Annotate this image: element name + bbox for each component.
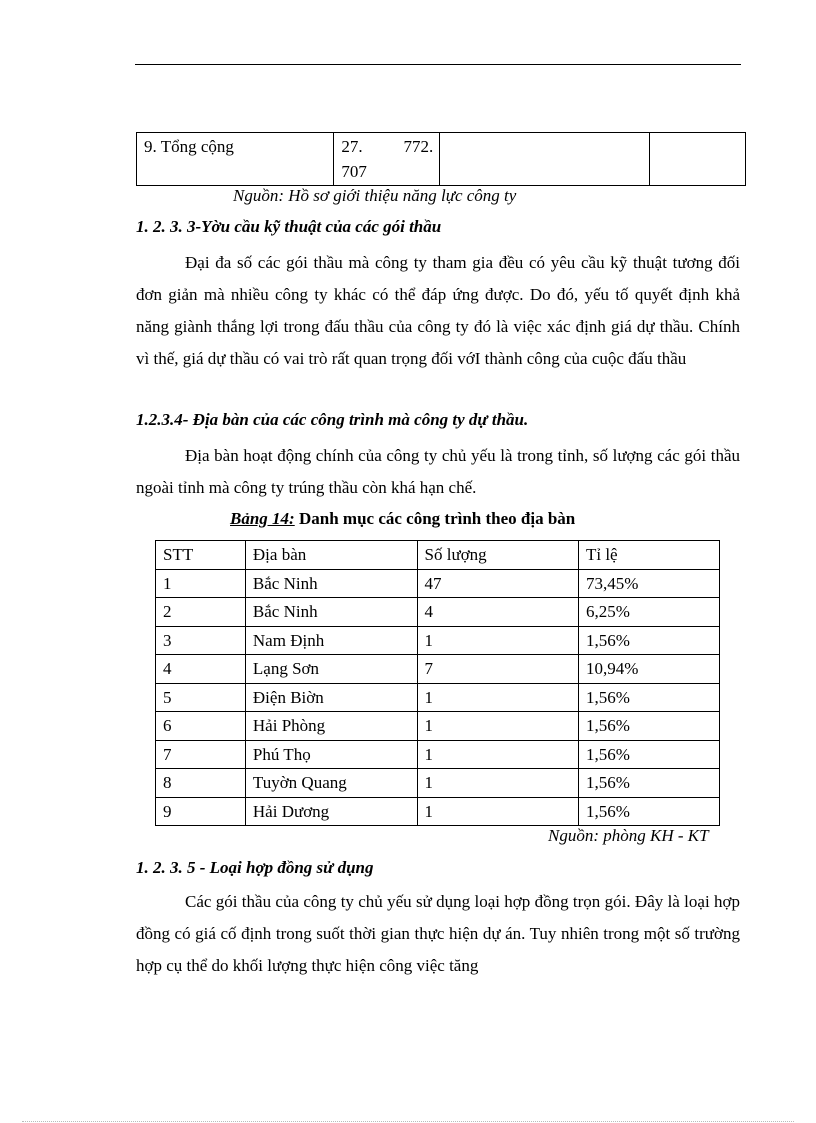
source-note: Nguồn: Hồ sơ giới thiệu năng lực công ty	[233, 186, 517, 205]
table-row	[156, 598, 720, 627]
table-cell: Hải Phòng	[245, 712, 417, 741]
total-table	[136, 132, 746, 186]
table-cell: 5	[156, 683, 246, 712]
table-cell: 3	[156, 626, 246, 655]
table-row	[156, 797, 720, 826]
table-caption-text: Danh mục các công trình theo địa bàn	[294, 509, 576, 528]
table-cell: 2	[156, 598, 246, 627]
table-cell: 1	[417, 626, 578, 655]
table-cell: 1,56%	[578, 769, 719, 798]
table-cell: Hải Dương	[245, 797, 417, 826]
paragraph-text: Đại đa số các gói thầu mà công ty tham gia đều có yêu cầu kỹ thuật tương đối đơn giản mà nhiều công ty khác có thể đáp ứng được. Do đó, yếu tố quyết định khả năng giành thắng lợi trong đấu thầu của công ty đó là việc xác định giá dự thầu. Chính vì thế, giá dự thầu có vai trò rất quan trọng đối vớI thành công của cuộc đấu thầu	[136, 253, 740, 368]
total-value-part1: 27.	[341, 137, 363, 156]
table-cell: 7	[156, 740, 246, 769]
table-row	[156, 683, 720, 712]
section-heading: 1.2.3.4- Địa bàn của các công trình mà công ty dự thầu.	[136, 410, 529, 429]
table-cell: 6,25%	[578, 598, 719, 627]
section-heading: 1. 2. 3. 3-Yờu cầu kỹ thuật của các gói thầu	[136, 217, 442, 236]
table-row	[156, 740, 720, 769]
table-cell: 47	[417, 569, 578, 598]
table-cell: Phú Thọ	[245, 740, 417, 769]
paragraph-text: Các gói thầu của công ty chủ yếu sử dụng loại hợp đồng trọn gói. Đây là loại hợp đồng có giá cố định trong suốt thời gian thực hiện dự án. Tuy nhiên trong một số trường hợp cụ thể do khối lượng thực hiện công việc tăng	[136, 892, 740, 975]
table-cell: 1,56%	[578, 740, 719, 769]
section-paragraph	[136, 440, 740, 504]
table-cell: 1	[417, 683, 578, 712]
total-value-part2: 772.	[403, 137, 434, 156]
section-paragraph	[136, 247, 740, 375]
table-cell: 1,56%	[578, 683, 719, 712]
table-cell: 1	[417, 740, 578, 769]
table-cell: 73,45%	[578, 569, 719, 598]
table-cell: 1,56%	[578, 626, 719, 655]
table-cell: 1	[417, 769, 578, 798]
table-row	[156, 569, 720, 598]
table-row	[156, 655, 720, 684]
table-cell: 1,56%	[578, 712, 719, 741]
table-cell: 1	[417, 712, 578, 741]
table-cell: Lạng Sơn	[245, 655, 417, 684]
table-cell: 4	[417, 598, 578, 627]
header-cell: STT	[156, 541, 246, 570]
paragraph-text: Địa bàn hoạt động chính của công ty chủ yếu là trong tỉnh, số lượng các gói thầu ngoài tỉnh mà công ty trúng thầu còn khá hạn chế.	[136, 446, 740, 497]
empty-cell	[650, 133, 746, 186]
page-edge-rule	[22, 1121, 794, 1122]
table-row	[156, 769, 720, 798]
table-caption-label: Bảng 14:	[230, 509, 295, 528]
source-note: Nguồn: phòng KH - KT	[548, 826, 709, 845]
table-row	[137, 133, 746, 186]
table-cell: 8	[156, 769, 246, 798]
table-cell: 9	[156, 797, 246, 826]
table-cell: 7	[417, 655, 578, 684]
table-cell: 1,56%	[578, 797, 719, 826]
empty-cell	[440, 133, 650, 186]
table-header-row	[156, 541, 720, 570]
header-cell: Số lượng	[417, 541, 578, 570]
table-cell: 10,94%	[578, 655, 719, 684]
table-cell: Nam Định	[245, 626, 417, 655]
total-label: 9. Tổng cộng	[137, 133, 334, 186]
section-paragraph	[136, 886, 740, 982]
table-row	[156, 712, 720, 741]
table-caption	[230, 509, 575, 529]
total-value-part3: 707	[341, 162, 367, 181]
table-cell: Bắc Ninh	[245, 569, 417, 598]
header-cell: Địa bàn	[245, 541, 417, 570]
table-cell: Điện Biờn	[245, 683, 417, 712]
table-row	[156, 626, 720, 655]
table-cell: Bắc Ninh	[245, 598, 417, 627]
header-cell: Tỉ lệ	[578, 541, 719, 570]
table-cell: 6	[156, 712, 246, 741]
location-table	[155, 540, 720, 826]
total-value	[334, 133, 440, 186]
table-cell: 1	[417, 797, 578, 826]
header-rule	[135, 64, 741, 65]
table-cell: 1	[156, 569, 246, 598]
table-cell: 4	[156, 655, 246, 684]
section-heading: 1. 2. 3. 5 - Loại hợp đồng sử dụng	[136, 858, 374, 877]
table-cell: Tuyờn Quang	[245, 769, 417, 798]
